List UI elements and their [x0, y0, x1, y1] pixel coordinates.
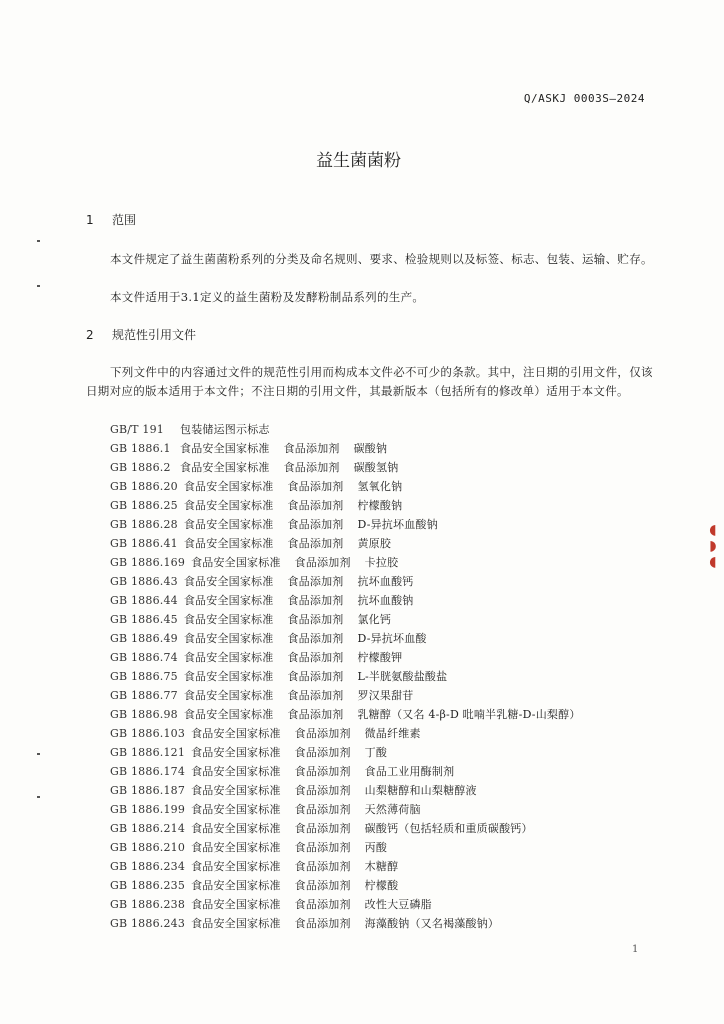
reference-name: 木糖醇 — [364, 860, 399, 873]
reference-std: 食品安全国家标准 — [191, 917, 281, 930]
reference-cat: 食品添加剂 — [287, 613, 344, 626]
reference-code: GB 1886.74 — [110, 651, 178, 664]
reference-name: 黄原胶 — [357, 537, 392, 550]
reference-name: 乳糖醇（又名 4-β-D 吡喃半乳糖-D-山梨醇） — [357, 708, 581, 721]
reference-code: GB 1886.243 — [110, 917, 186, 930]
reference-name: 改性大豆磷脂 — [364, 898, 432, 911]
page-number: 1 — [632, 944, 639, 955]
reference-item — [110, 876, 581, 895]
reference-cat: 食品添加剂 — [294, 898, 351, 911]
reference-item — [110, 914, 581, 933]
reference-name: 碳酸钙（包括轻质和重质碳酸钙） — [364, 822, 533, 835]
reference-code: GB 1886.234 — [110, 860, 186, 873]
section-title: 范围 — [112, 213, 137, 227]
reference-code: GB 1886.28 — [110, 518, 178, 531]
section-number: 2 — [86, 328, 94, 342]
reference-name: 碳酸氢钠 — [353, 461, 399, 474]
reference-code: GB 1886.20 — [110, 480, 178, 493]
reference-code: GB 1886.210 — [110, 841, 186, 854]
section-heading-normative-references — [86, 326, 196, 343]
reference-name: 柠檬酸钾 — [357, 651, 403, 664]
reference-code: GB 1886.187 — [110, 784, 186, 797]
reference-item — [110, 838, 581, 857]
reference-name: 食品工业用酶制剂 — [364, 765, 455, 778]
reference-std: 食品安全国家标准 — [183, 689, 274, 702]
reference-cat: 食品添加剂 — [294, 860, 351, 873]
reference-code: GB 1886.77 — [110, 689, 178, 702]
reference-code: GB/T 191 — [110, 423, 165, 436]
reference-item — [110, 667, 581, 686]
reference-std: 包装储运图示标志 — [180, 423, 270, 436]
reference-name: 丁酸 — [364, 746, 388, 759]
reference-name: 海藻酸钠（又名褐藻酸钠） — [364, 917, 500, 930]
reference-name: 抗坏血酸钙 — [357, 575, 414, 588]
reference-cat: 食品添加剂 — [294, 822, 351, 835]
reference-name: 卡拉胶 — [364, 556, 399, 569]
normative-intro-paragraph: 下列文件中的内容通过文件的规范性引用而构成本文件必不可少的条款。其中，注日期的引用文件，仅该日期对应的版本适用于本文件；不注日期的引用文件，其最新版本（包括所有的修改单）适用于本文件。 — [86, 365, 653, 398]
reference-item — [110, 610, 581, 629]
reference-name: L-半胱氨酸盐酸盐 — [357, 670, 448, 683]
reference-cat: 食品添加剂 — [294, 727, 351, 740]
reference-std: 食品安全国家标准 — [183, 613, 274, 626]
reference-code: GB 1886.49 — [110, 632, 178, 645]
reference-name: D-异抗坏血酸钠 — [357, 518, 438, 531]
reference-code: GB 1886.238 — [110, 898, 186, 911]
reference-code: GB 1886.1 — [110, 442, 171, 455]
reference-cat: 食品添加剂 — [287, 651, 344, 664]
reference-name: 丙酸 — [364, 841, 388, 854]
reference-cat: 食品添加剂 — [287, 708, 344, 721]
reference-std: 食品安全国家标准 — [191, 898, 281, 911]
reference-cat: 食品添加剂 — [287, 632, 344, 645]
reference-std: 食品安全国家标准 — [191, 803, 281, 816]
reference-item — [110, 515, 581, 534]
reference-code: GB 1886.169 — [110, 556, 186, 569]
reference-name: 天然薄荷脑 — [364, 803, 421, 816]
reference-cat: 食品添加剂 — [294, 917, 351, 930]
section-title: 规范性引用文件 — [112, 328, 197, 342]
reference-item — [110, 458, 581, 477]
scan-speck — [37, 796, 40, 798]
reference-code: GB 1886.41 — [110, 537, 178, 550]
reference-item — [110, 420, 581, 439]
reference-cat: 食品添加剂 — [283, 461, 340, 474]
reference-cat: 食品添加剂 — [287, 537, 344, 550]
reference-std: 食品安全国家标准 — [191, 746, 281, 759]
reference-cat: 食品添加剂 — [287, 575, 344, 588]
reference-name: 山梨糖醇和山梨糖醇液 — [364, 784, 477, 797]
reference-code: GB 1886.45 — [110, 613, 178, 626]
reference-item — [110, 705, 581, 724]
reference-std: 食品安全国家标准 — [183, 708, 274, 721]
reference-cat: 食品添加剂 — [294, 784, 351, 797]
reference-item — [110, 534, 581, 553]
reference-std: 食品安全国家标准 — [191, 879, 281, 892]
reference-std: 食品安全国家标准 — [183, 670, 274, 683]
reference-name: D-异抗坏血酸 — [357, 632, 427, 645]
reference-code: GB 1886.214 — [110, 822, 186, 835]
reference-cat: 食品添加剂 — [294, 556, 351, 569]
reference-std: 食品安全国家标准 — [191, 727, 281, 740]
reference-item — [110, 762, 581, 781]
reference-code: GB 1886.75 — [110, 670, 178, 683]
reference-item — [110, 743, 581, 762]
reference-code: GB 1886.235 — [110, 879, 186, 892]
red-stamp-edge: ◖◗◖ — [705, 522, 721, 570]
reference-item — [110, 800, 581, 819]
reference-name: 柠檬酸钠 — [357, 499, 403, 512]
reference-std: 食品安全国家标准 — [183, 651, 274, 664]
reference-name: 氯化钙 — [357, 613, 392, 626]
reference-name: 碳酸钠 — [353, 442, 388, 455]
reference-code: GB 1886.174 — [110, 765, 186, 778]
reference-code: GB 1886.121 — [110, 746, 186, 759]
reference-item — [110, 857, 581, 876]
reference-cat: 食品添加剂 — [283, 442, 340, 455]
section-heading-scope — [86, 211, 136, 228]
reference-item — [110, 819, 581, 838]
reference-cat: 食品添加剂 — [287, 499, 344, 512]
reference-std: 食品安全国家标准 — [183, 499, 274, 512]
section-number: 1 — [86, 213, 94, 227]
reference-std: 食品安全国家标准 — [183, 632, 274, 645]
reference-item — [110, 439, 581, 458]
reference-cat: 食品添加剂 — [294, 879, 351, 892]
document-code: Q/ASKJ 0003S—2024 — [523, 92, 645, 105]
reference-std: 食品安全国家标准 — [191, 822, 281, 835]
reference-item — [110, 496, 581, 515]
reference-code: GB 1886.2 — [110, 461, 171, 474]
reference-std: 食品安全国家标准 — [191, 841, 281, 854]
scope-paragraph-1: 本文件规定了益生菌菌粉系列的分类及命名规则、要求、检验规则以及标签、标志、包装、运输、贮存。 — [110, 252, 653, 266]
reference-cat: 食品添加剂 — [294, 765, 351, 778]
reference-cat: 食品添加剂 — [287, 670, 344, 683]
reference-std: 食品安全国家标准 — [183, 594, 274, 607]
reference-name: 柠檬酸 — [364, 879, 399, 892]
reference-cat: 食品添加剂 — [294, 803, 351, 816]
reference-code: GB 1886.103 — [110, 727, 186, 740]
reference-item — [110, 477, 581, 496]
scan-speck — [37, 285, 40, 287]
reference-item — [110, 686, 581, 705]
reference-code: GB 1886.199 — [110, 803, 186, 816]
reference-std: 食品安全国家标准 — [183, 480, 274, 493]
reference-std: 食品安全国家标准 — [183, 518, 274, 531]
scan-speck — [37, 753, 40, 755]
reference-cat: 食品添加剂 — [287, 518, 344, 531]
reference-code: GB 1886.25 — [110, 499, 178, 512]
document-title: 益生菌菌粉 — [316, 151, 401, 171]
reference-cat: 食品添加剂 — [294, 841, 351, 854]
scope-paragraph-2: 本文件适用于3.1定义的益生菌粉及发酵粉制品系列的生产。 — [110, 290, 425, 304]
reference-cat: 食品添加剂 — [287, 480, 344, 493]
reference-std: 食品安全国家标准 — [183, 537, 274, 550]
reference-std: 食品安全国家标准 — [183, 575, 274, 588]
reference-code: GB 1886.43 — [110, 575, 178, 588]
reference-std: 食品安全国家标准 — [191, 784, 281, 797]
reference-code: GB 1886.44 — [110, 594, 178, 607]
reference-std: 食品安全国家标准 — [191, 556, 281, 569]
reference-std: 食品安全国家标准 — [180, 461, 270, 474]
reference-item — [110, 781, 581, 800]
reference-name: 氢氧化钠 — [357, 480, 403, 493]
reference-name: 罗汉果甜苷 — [357, 689, 414, 702]
reference-cat: 食品添加剂 — [294, 746, 351, 759]
reference-item — [110, 553, 581, 572]
reference-name: 抗坏血酸钠 — [357, 594, 414, 607]
reference-std: 食品安全国家标准 — [191, 765, 281, 778]
reference-name: 微晶纤维素 — [364, 727, 421, 740]
reference-cat: 食品添加剂 — [287, 594, 344, 607]
reference-cat: 食品添加剂 — [287, 689, 344, 702]
reference-item — [110, 648, 581, 667]
reference-std: 食品安全国家标准 — [191, 860, 281, 873]
reference-item — [110, 895, 581, 914]
scan-speck — [37, 240, 40, 242]
reference-code: GB 1886.98 — [110, 708, 178, 721]
reference-list — [110, 420, 581, 933]
reference-std: 食品安全国家标准 — [180, 442, 270, 455]
reference-item — [110, 724, 581, 743]
reference-item — [110, 629, 581, 648]
reference-item — [110, 591, 581, 610]
reference-item — [110, 572, 581, 591]
